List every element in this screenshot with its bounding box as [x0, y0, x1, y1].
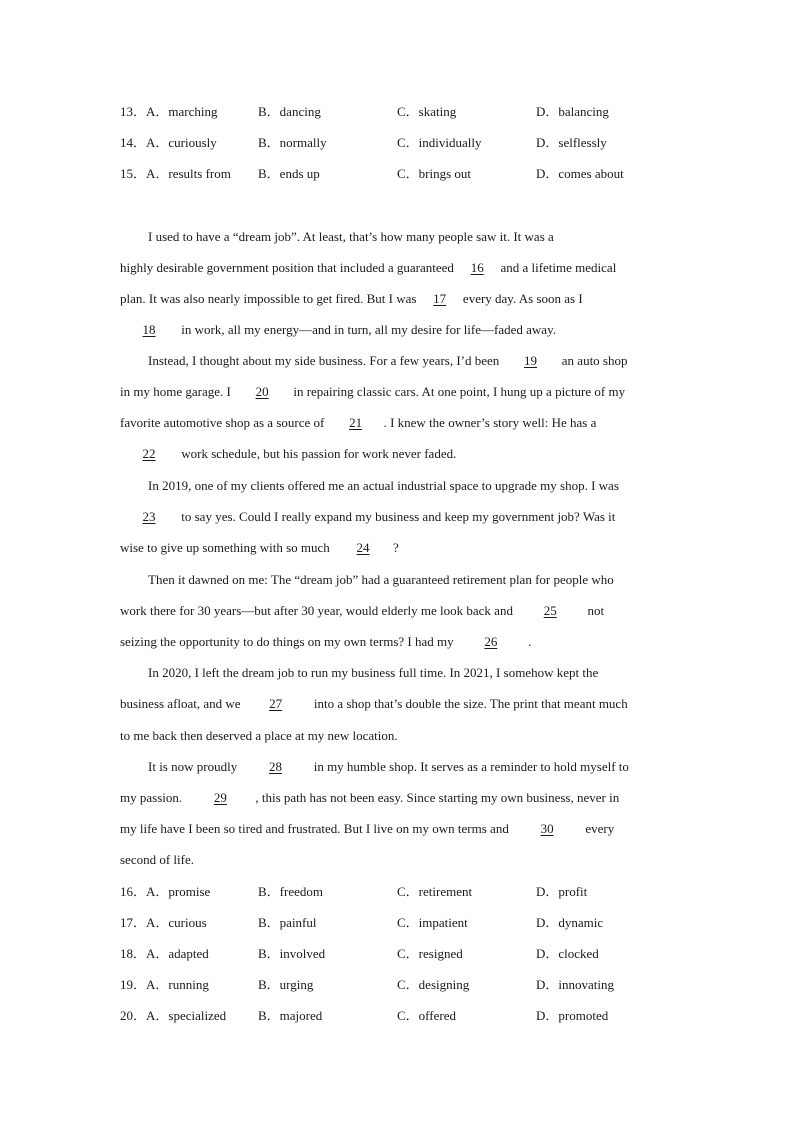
- blank-23[interactable]: 23: [142, 509, 156, 524]
- passage-line: It is now proudly 28 in my humble shop. It serves as a reminder to hold myself to: [148, 759, 629, 774]
- option-d: D．clocked: [536, 946, 599, 961]
- option-d: D．promoted: [536, 1008, 609, 1023]
- question-number: 17．: [120, 915, 147, 930]
- option-c: C．brings out: [397, 166, 472, 181]
- option-c: C．impatient: [397, 915, 468, 930]
- passage-line: 22 work schedule, but his passion for work never faded.: [120, 445, 676, 463]
- passage-line: highly desirable government position that included a guaranteed 16 and a lifetime medical: [120, 260, 617, 275]
- question-number: 14．: [120, 135, 147, 150]
- passage-line: work there for 30 years—but after 30 year, would elderly me look back and 25 not: [120, 603, 605, 618]
- passage-line: to me back then deserved a place at my new location.: [120, 728, 398, 743]
- passage-line: Then it dawned on me: The “dream job” had a guaranteed retirement plan for people who: [148, 572, 614, 587]
- question-number: 16．: [120, 884, 147, 899]
- passage-line: 18 in work, all my energy—and in turn, all my desire for life—faded away.: [120, 321, 676, 339]
- blank-21[interactable]: 21: [349, 415, 363, 430]
- option-d: D．selflessly: [536, 135, 607, 150]
- option-c: C．offered: [397, 1008, 456, 1023]
- option-b: B．majored: [258, 1008, 323, 1023]
- option-b: B．freedom: [258, 884, 323, 899]
- option-a: A．marching: [146, 104, 218, 119]
- blank-24[interactable]: 24: [356, 540, 370, 555]
- passage-line: plan. It was also nearly impossible to get fired. But I was 17 every day. As soon as I: [120, 291, 583, 306]
- option-b: B．normally: [258, 135, 327, 150]
- option-b: B．dancing: [258, 104, 321, 119]
- passage-line: business afloat, and we 27 into a shop that’s double the size. The print that meant much: [120, 696, 628, 711]
- blank-19[interactable]: 19: [524, 353, 538, 368]
- blank-29[interactable]: 29: [213, 790, 227, 805]
- option-d: D．innovating: [536, 977, 614, 992]
- option-a: A．adapted: [146, 946, 209, 961]
- passage-line: In 2020, I left the dream job to run my business full time. In 2021, I somehow kept the: [148, 665, 599, 680]
- option-b: B．urging: [258, 977, 314, 992]
- blank-25[interactable]: 25: [543, 603, 557, 618]
- option-a: A．running: [146, 977, 209, 992]
- passage-line: I used to have a “dream job”. At least, that’s how many people saw it. It was a: [148, 229, 554, 244]
- option-a: A．promise: [146, 884, 211, 899]
- blank-22[interactable]: 22: [142, 446, 156, 461]
- blank-27[interactable]: 27: [269, 696, 283, 711]
- passage-line: in my home garage. I 20 in repairing classic cars. At one point, I hung up a picture of my: [120, 384, 626, 399]
- blank-26[interactable]: 26: [484, 634, 498, 649]
- question-number: 19．: [120, 977, 147, 992]
- blank-18[interactable]: 18: [142, 322, 156, 337]
- blank-30[interactable]: 30: [540, 821, 554, 836]
- passage-line: Instead, I thought about my side business. For a few years, I’d been 19 an auto shop: [148, 353, 628, 368]
- passage-line: In 2019, one of my clients offered me an actual industrial space to upgrade my shop. I was: [148, 478, 619, 493]
- passage-line: second of life.: [120, 852, 195, 867]
- option-c: C．skating: [397, 104, 457, 119]
- passage-line: favorite automotive shop as a source of 21 . I knew the owner’s story well: He has a: [120, 415, 597, 430]
- question-number: 15．: [120, 166, 147, 181]
- option-d: D．profit: [536, 884, 588, 899]
- option-d: D．balancing: [536, 104, 609, 119]
- option-a: A．curiously: [146, 135, 217, 150]
- option-c: C．retirement: [397, 884, 473, 899]
- blank-28[interactable]: 28: [268, 759, 282, 774]
- option-b: B．involved: [258, 946, 326, 961]
- passage-line: 23 to say yes. Could I really expand my business and keep my government job? Was it: [120, 508, 676, 526]
- blank-17[interactable]: 17: [433, 291, 447, 306]
- question-number: 18．: [120, 946, 147, 961]
- option-a: A．specialized: [146, 1008, 227, 1023]
- option-d: D．comes about: [536, 166, 624, 181]
- option-c: C．resigned: [397, 946, 463, 961]
- option-c: C．designing: [397, 977, 470, 992]
- option-c: C．individually: [397, 135, 482, 150]
- question-number: 20．: [120, 1008, 147, 1023]
- blank-16[interactable]: 16: [470, 260, 484, 275]
- passage-line: my life have I been so tired and frustrated. But I live on my own terms and 30 every: [120, 821, 615, 836]
- option-d: D．dynamic: [536, 915, 604, 930]
- blank-20[interactable]: 20: [255, 384, 269, 399]
- option-a: A．curious: [146, 915, 207, 930]
- option-a: A．results from: [146, 166, 231, 181]
- option-b: B．painful: [258, 915, 317, 930]
- passage-line: wise to give up something with so much 24 ?: [120, 540, 399, 555]
- passage-line: my passion. 29 , this path has not been easy. Since starting my own business, never in: [120, 790, 620, 805]
- passage-line: seizing the opportunity to do things on my own terms? I had my 26 .: [120, 634, 532, 649]
- question-number: 13．: [120, 104, 147, 119]
- option-b: B．ends up: [258, 166, 320, 181]
